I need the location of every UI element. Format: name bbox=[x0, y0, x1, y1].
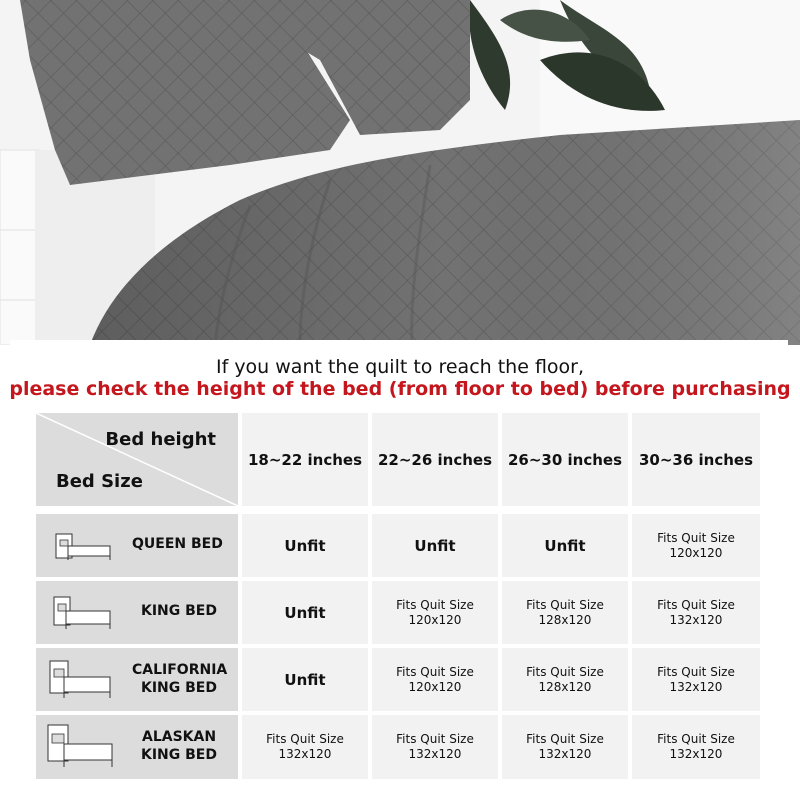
table-cell bbox=[372, 514, 498, 577]
table-cell bbox=[632, 581, 760, 644]
cell-text: Unfit bbox=[284, 603, 326, 622]
bed-size-label: Bed Size bbox=[56, 471, 143, 492]
table-corner-header bbox=[36, 413, 238, 506]
table-cell bbox=[242, 514, 368, 577]
table-cell bbox=[242, 715, 368, 779]
cell-subtext: 128x120 bbox=[538, 612, 592, 627]
table-cell bbox=[242, 648, 368, 711]
table-cell bbox=[372, 715, 498, 779]
bed-name-line-1: CALIFORNIA bbox=[132, 662, 228, 678]
california-king-bed-icon bbox=[48, 658, 112, 702]
column-header-label: 18~22 inches bbox=[247, 450, 363, 469]
cell-subtext: 128x120 bbox=[538, 679, 592, 694]
cell-subtext: 120x120 bbox=[408, 612, 462, 627]
table-cell bbox=[502, 715, 628, 779]
cell-text: Unfit bbox=[284, 536, 326, 555]
cell-subtext: 132x120 bbox=[669, 679, 723, 694]
cell-text: Fits Quit Size bbox=[657, 530, 735, 545]
table-cell bbox=[372, 648, 498, 711]
cell-text: Fits Quit Size bbox=[526, 597, 604, 612]
cell-text: Fits Quit Size bbox=[396, 597, 474, 612]
cell-text: Unfit bbox=[414, 536, 456, 555]
cell-text: Fits Quit Size bbox=[396, 732, 474, 746]
cell-subtext: 132x120 bbox=[278, 747, 332, 761]
table-cell bbox=[632, 648, 760, 711]
size-table bbox=[36, 413, 760, 779]
column-header bbox=[372, 413, 498, 506]
bed-height-label: Bed height bbox=[105, 429, 216, 450]
bed-name-line-2: KING BED bbox=[141, 747, 217, 763]
table-cell bbox=[632, 514, 760, 577]
column-header-label: 22~26 inches bbox=[377, 450, 493, 469]
row-label-queen bbox=[36, 514, 238, 577]
table-cell bbox=[372, 581, 498, 644]
row-label-king bbox=[36, 581, 238, 644]
bed-name-line-1: ALASKAN bbox=[142, 729, 217, 745]
row-label-california-king bbox=[36, 648, 238, 711]
cell-text: Fits Quit Size bbox=[657, 732, 735, 746]
bed-name: KING BED bbox=[141, 603, 217, 619]
notice-line-2-warning: please check the height of the bed (from floor to bed) before purchasing bbox=[9, 378, 791, 400]
cell-text: Unfit bbox=[544, 536, 586, 555]
queen-bed-icon bbox=[54, 528, 114, 562]
bed-name: QUEEN BED bbox=[132, 536, 223, 552]
column-header-label: 30~36 inches bbox=[638, 450, 754, 469]
corner-divider-line bbox=[36, 413, 238, 506]
cell-text: Fits Quit Size bbox=[526, 664, 604, 679]
column-header-label: 26~30 inches bbox=[507, 450, 623, 469]
cell-text: Fits Quit Size bbox=[657, 597, 735, 612]
column-header bbox=[632, 413, 760, 506]
cell-subtext: 132x120 bbox=[669, 747, 723, 761]
quilt-bed-photo bbox=[0, 0, 800, 345]
cell-subtext: 120x120 bbox=[669, 545, 723, 560]
table-cell bbox=[502, 581, 628, 644]
cell-text: Unfit bbox=[284, 670, 326, 689]
cell-text: Fits Quit Size bbox=[657, 664, 735, 679]
king-bed-icon bbox=[52, 593, 112, 631]
column-header bbox=[502, 413, 628, 506]
table-cell bbox=[502, 648, 628, 711]
cell-subtext: 120x120 bbox=[408, 679, 462, 694]
table-cell bbox=[502, 514, 628, 577]
cell-text: Fits Quit Size bbox=[396, 664, 474, 679]
cell-text: Fits Quit Size bbox=[526, 732, 604, 746]
quilt-photo-illustration bbox=[0, 0, 800, 345]
column-header bbox=[242, 413, 368, 506]
table-cell bbox=[242, 581, 368, 644]
cell-subtext: 132x120 bbox=[669, 612, 723, 627]
bed-name-line-2: KING BED bbox=[141, 680, 217, 696]
alaskan-king-bed-icon bbox=[46, 723, 114, 771]
table-cell bbox=[632, 715, 760, 779]
notice-line-1: If you want the quilt to reach the floor, bbox=[215, 356, 585, 378]
cell-text: Fits Quit Size bbox=[266, 732, 344, 746]
row-label-alaskan-king bbox=[36, 715, 238, 779]
cell-subtext: 132x120 bbox=[538, 747, 592, 761]
cell-subtext: 132x120 bbox=[408, 747, 462, 761]
